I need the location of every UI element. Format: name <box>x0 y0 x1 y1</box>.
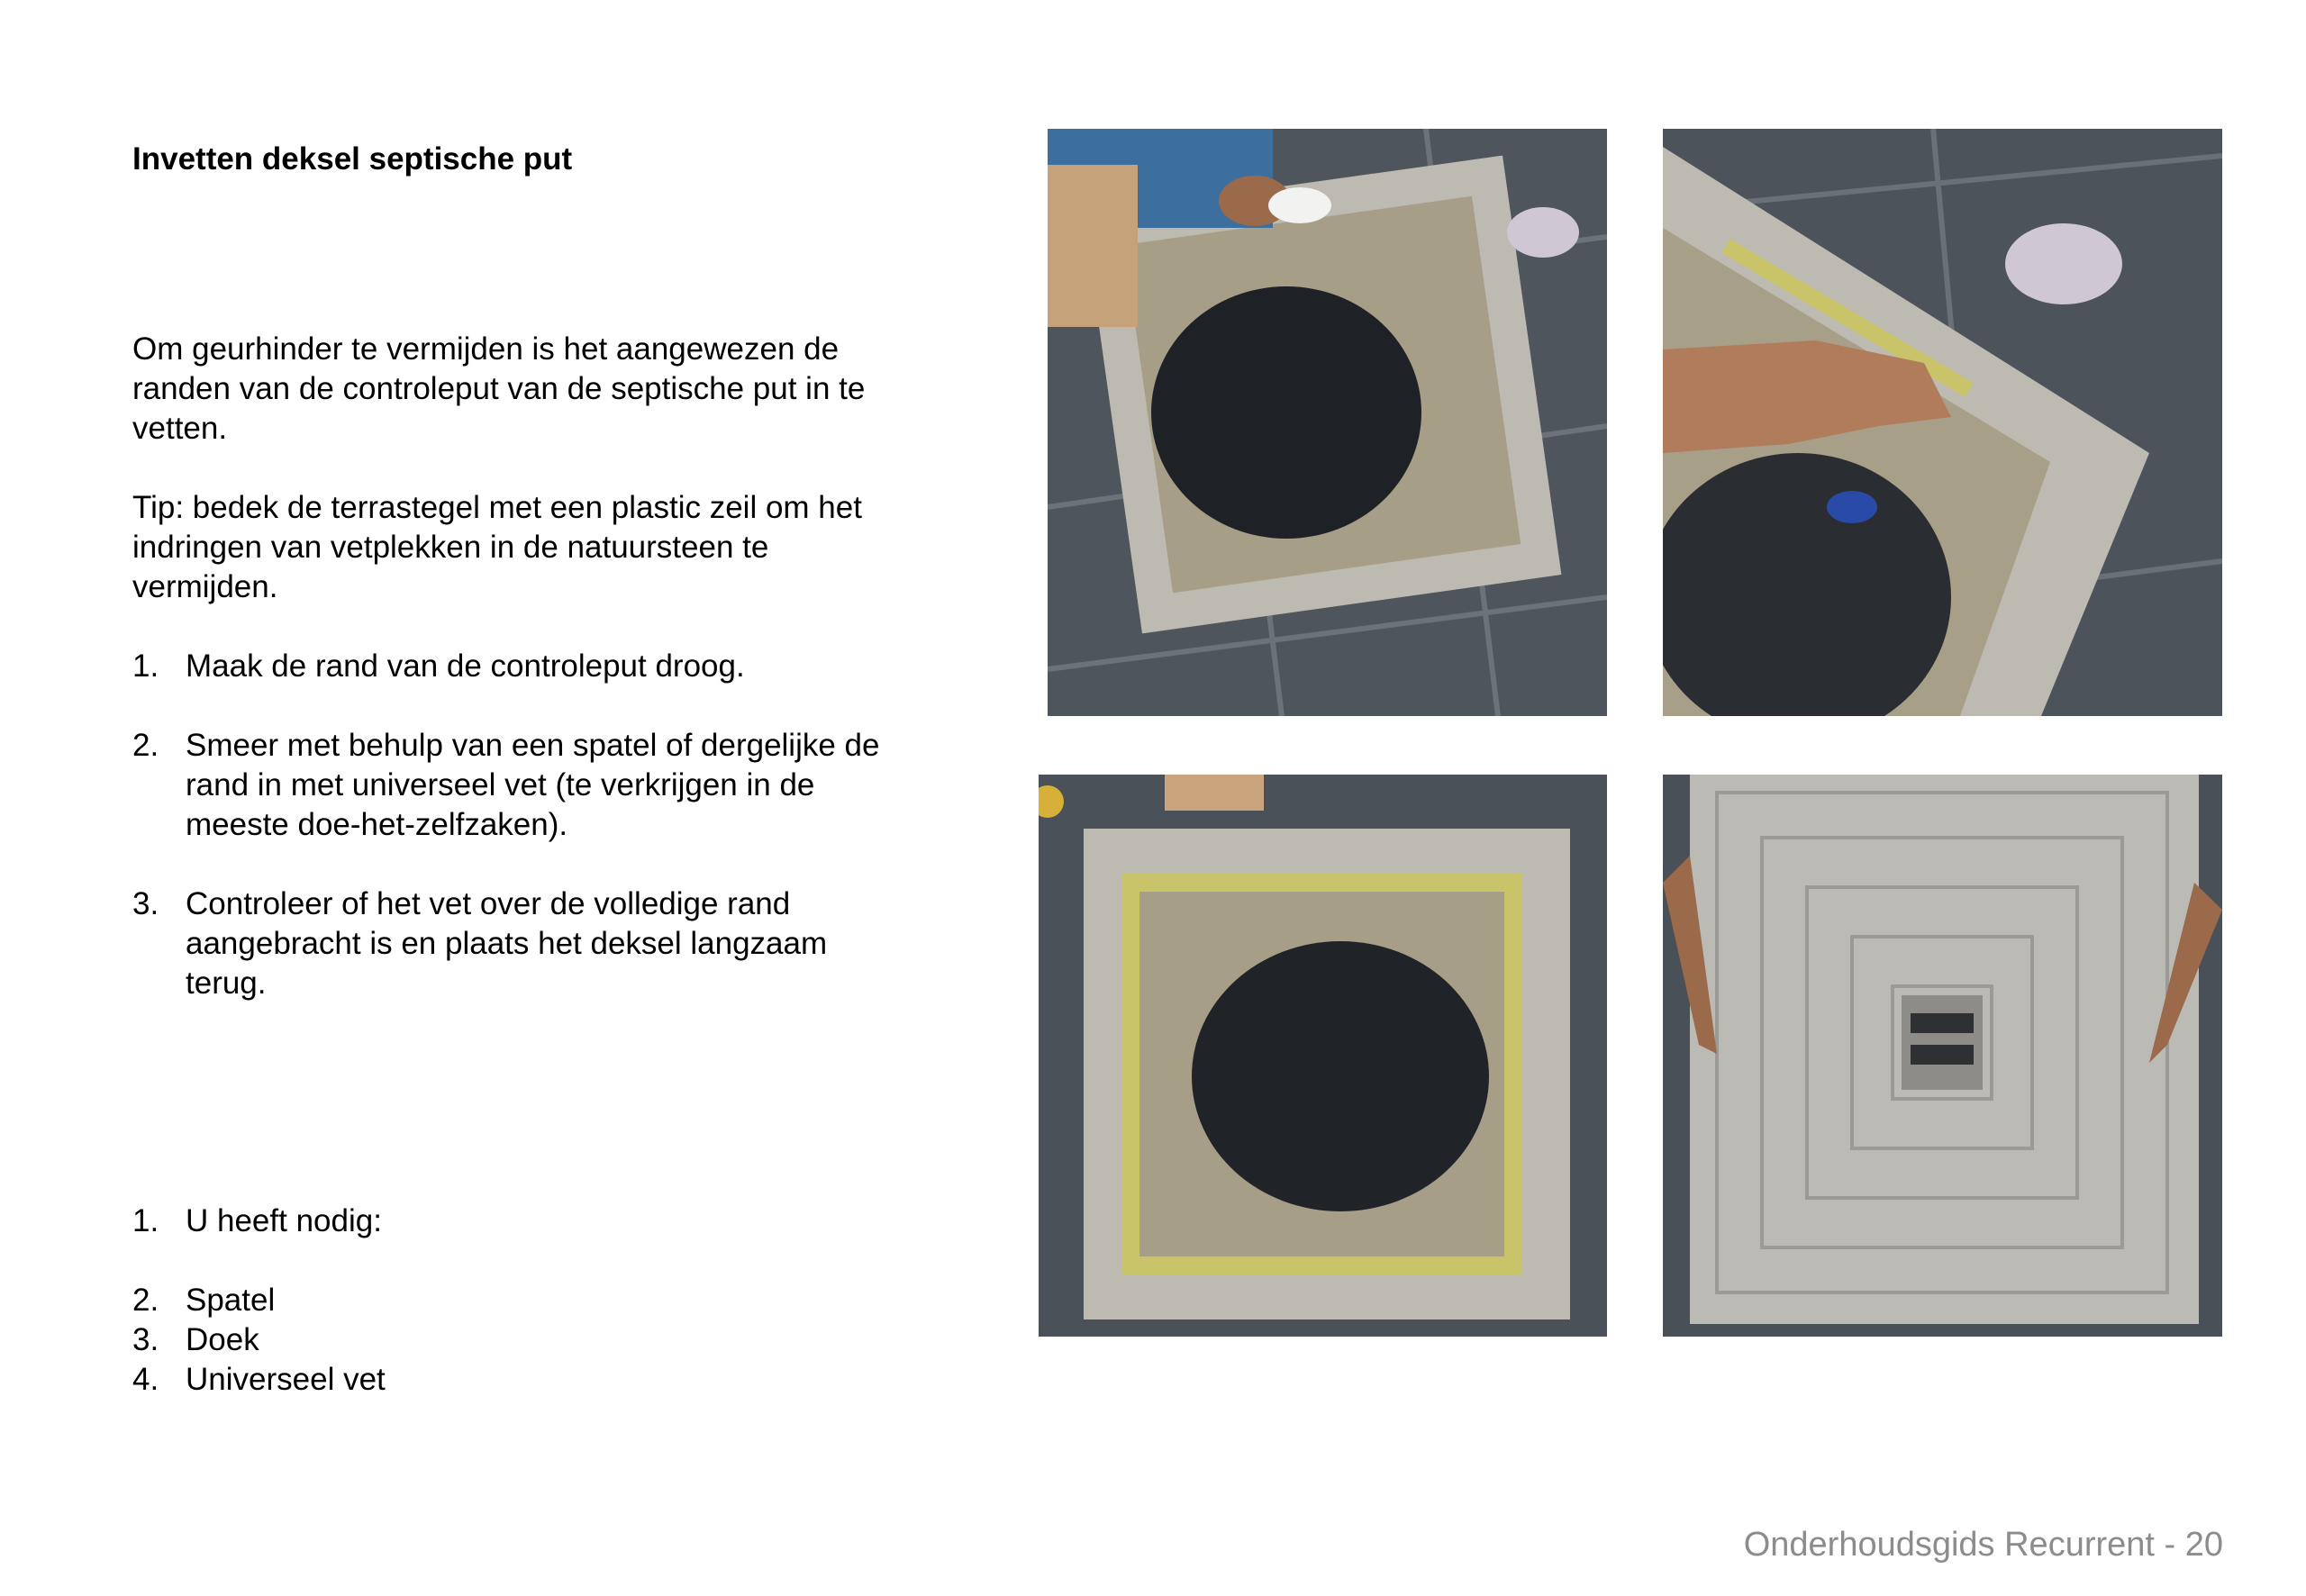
list-item <box>132 1202 925 1241</box>
page-footer: Onderhoudsgids Recurrent - 20 <box>1743 1526 2223 1564</box>
list-text: Controleer of het vet over de volledige rand aangebracht is en plaats het deksel langzaam terug. <box>186 886 828 1001</box>
list-number: 1. <box>132 648 159 684</box>
list-item <box>132 726 925 845</box>
steps-list <box>132 647 925 1043</box>
list-item <box>132 647 925 686</box>
needs-list <box>132 1202 925 1400</box>
list-item <box>132 1320 925 1360</box>
list-text: Universeel vet <box>186 1362 386 1397</box>
intro-paragraph: Om geurhinder te vermijden is het aangewezen de randen van de controleput van de septische put in te vetten. <box>132 331 866 446</box>
list-text: U heeft nodig: <box>186 1203 382 1238</box>
photo-lid-replaced <box>1663 775 2222 1337</box>
photo-greased-rim <box>1039 775 1607 1337</box>
list-text: Maak de rand van de controleput droog. <box>186 648 745 684</box>
list-number: 1. <box>132 1203 159 1238</box>
list-item <box>132 1360 925 1400</box>
list-item <box>132 1281 925 1320</box>
page-title: Invetten deksel septische put <box>132 141 573 177</box>
list-item <box>132 884 925 1003</box>
list-text: Spatel <box>186 1283 276 1318</box>
list-number: 3. <box>132 1322 159 1357</box>
tip-paragraph: Tip: bedek de terrastegel met een plastic zeil om het indringen van vetplekken in de natuursteen te vermijden. <box>132 490 862 604</box>
list-number: 2. <box>132 1283 159 1318</box>
list-number: 3. <box>132 886 159 921</box>
list-number: 4. <box>132 1362 159 1397</box>
list-text: Doek <box>186 1322 259 1357</box>
list-text: Smeer met behulp van een spatel of dergelijke de rand in met universeel vet (te verkrijgen in de meeste doe-het-zelfzaken). <box>186 728 880 842</box>
list-number: 2. <box>132 728 159 763</box>
photo-applying-grease <box>1663 129 2222 716</box>
photo-cleaning-rim <box>1048 129 1607 716</box>
